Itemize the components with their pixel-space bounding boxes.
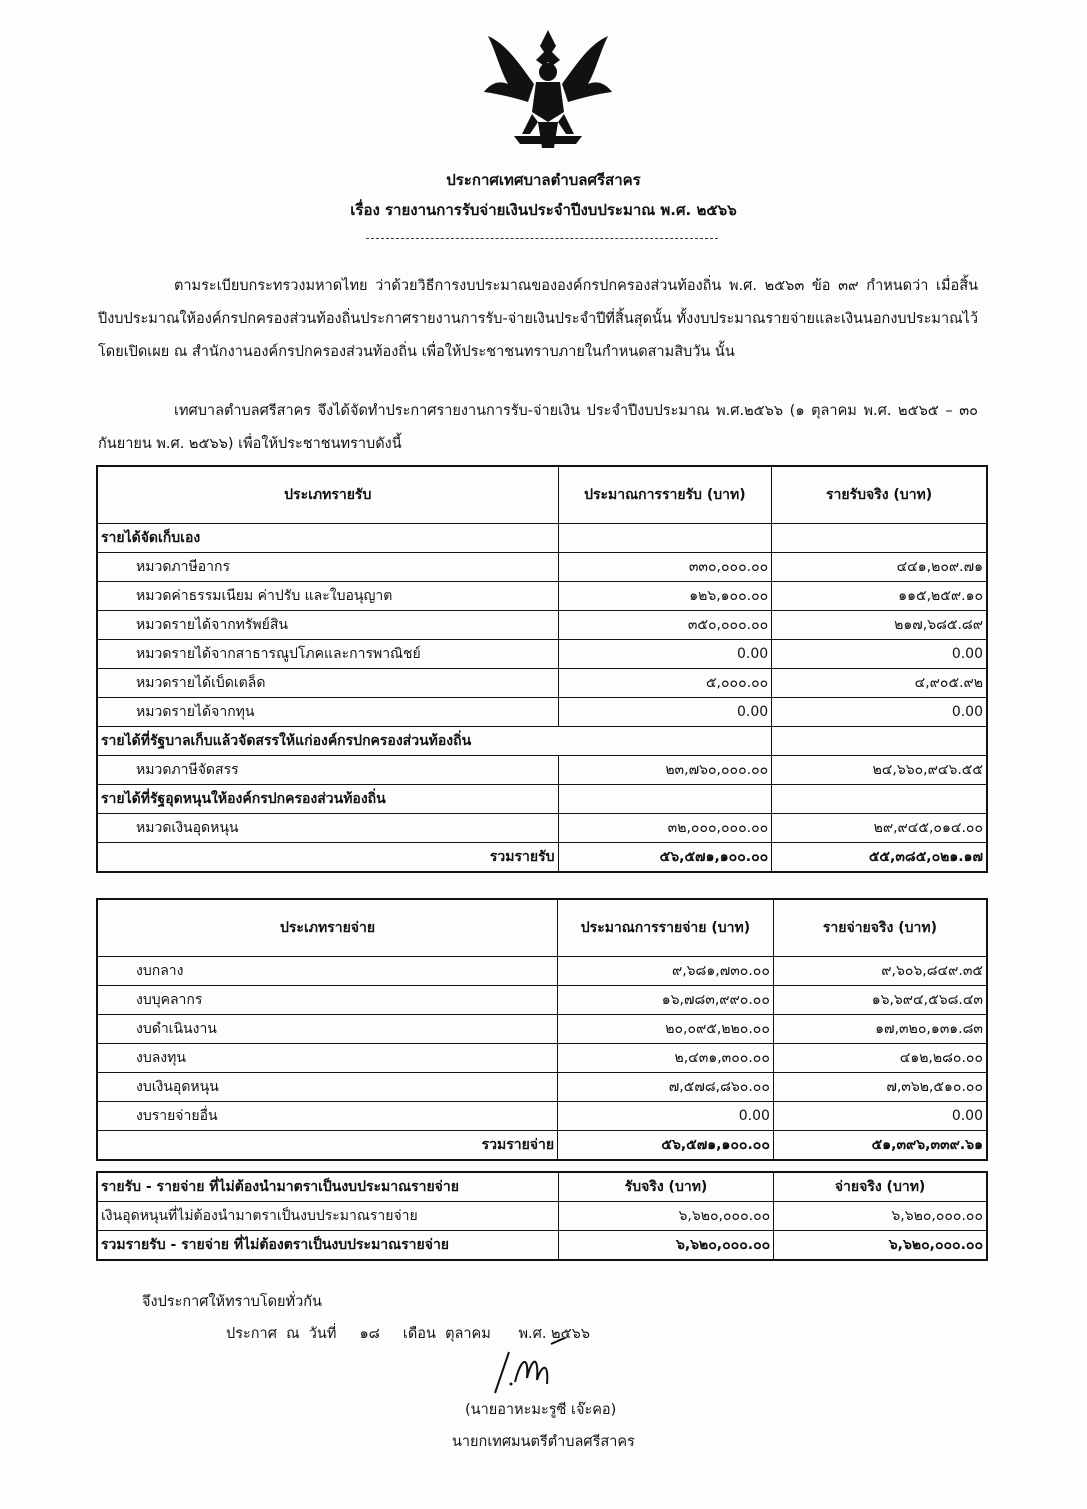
estimate-cell: ๑๒๖,๑๐๐.๐๐ xyxy=(558,582,772,611)
total-label: รวมรายจ่าย xyxy=(97,1131,558,1161)
announce-date: ประกาศ ณ วันที่ ๑๘ เดือน ตุลาคม พ.ศ. ๒๕๖๖ xyxy=(226,1326,590,1342)
received-cell: ๖,๖๒๐,๐๐๐.๐๐ xyxy=(558,1202,773,1231)
expense-table-header xyxy=(97,899,987,957)
actual-cell: 0.00 xyxy=(773,1102,987,1131)
table-row xyxy=(97,785,987,814)
announcement-subject: เรื่อง รายงานการรับจ่ายเงินประจำปีงบประมาณ พ.ศ. ๒๕๖๖ xyxy=(350,201,737,219)
estimate-cell: ๒,๔๓๑,๓๐๐.๐๐ xyxy=(558,1044,774,1073)
signature xyxy=(485,1338,575,1398)
row-label: งบลงทุน xyxy=(97,1044,558,1073)
income-table-header xyxy=(97,466,987,524)
table-row xyxy=(97,640,987,669)
row-label: หมวดเงินอุดหนุน xyxy=(97,814,558,843)
table-cell xyxy=(772,524,987,553)
row-label: หมวดภาษีอากร xyxy=(97,553,558,582)
table-row xyxy=(97,553,987,582)
signer-name: (นายอาหะมะรูซี เจ๊ะคอ) xyxy=(465,1402,617,1418)
total-row xyxy=(97,843,987,873)
announcement-title: ประกาศเทศบาลตำบลศรีสาคร xyxy=(446,171,641,189)
group-label: รายได้จัดเก็บเอง xyxy=(97,524,558,553)
actual-cell: ๒๔,๖๖๐,๙๔๖.๕๕ xyxy=(772,756,987,785)
actual-cell: ๙,๖๐๖,๘๔๙.๓๕ xyxy=(773,957,987,986)
row-label: เงินอุดหนุนที่ไม่ต้องนำมาตราเป็นงบประมาณรายจ่าย xyxy=(97,1202,558,1231)
row-label: งบบุคลากร xyxy=(97,986,558,1015)
actual-cell: ๑๗,๓๒๐,๑๓๑.๘๓ xyxy=(773,1015,987,1044)
row-label: หมวดรายได้จากทรัพย์สิน xyxy=(97,611,558,640)
table-row xyxy=(97,957,987,986)
table-cell xyxy=(558,785,772,814)
signer-title: นายกเทศมนตรีตำบลศรีสาคร xyxy=(452,1434,635,1450)
divider-line xyxy=(366,238,718,239)
table-row xyxy=(97,669,987,698)
column-header: รายรับจริง (บาท) xyxy=(772,466,987,524)
estimate-cell: ๒๓,๗๖๐,๐๐๐.๐๐ xyxy=(558,756,772,785)
table-row xyxy=(97,1202,987,1231)
total-label: รวมรายรับ xyxy=(97,843,558,873)
total-label: รวมรายรับ - รายจ่าย ที่ไม่ต้องตราเป็นงบประมาณรายจ่าย xyxy=(97,1231,558,1261)
estimate-cell: 0.00 xyxy=(558,640,772,669)
garuda-emblem-icon xyxy=(478,22,618,162)
actual-cell: 0.00 xyxy=(772,640,987,669)
estimate-cell: 0.00 xyxy=(558,1102,774,1131)
row-label: งบดำเนินงาน xyxy=(97,1015,558,1044)
column-header: รายจ่ายจริง (บาท) xyxy=(773,899,987,957)
column-header: จ่ายจริง (บาท) xyxy=(774,1172,987,1202)
table-row xyxy=(97,1015,987,1044)
total-actual: ๕๑,๓๙๖,๓๓๙.๖๑ xyxy=(773,1131,987,1161)
intro-paragraph-text: ตามระเบียบกระทรวงมหาดไทย ว่าด้วยวิธีการงบประมาณขององค์กรปกครองส่วนท้องถิ่น พ.ศ. ๒๕๖๓ ข้อ ๓๙ กำหนดว่า เมื่อสิ้นปีงบประมาณให้องค์กรปกครองส่วนท้องถิ่นประกาศรายงานการรับ-จ่ายเงินประจำปีที่สิ้นสุดนั้น ทั้งงบประมาณรายจ่ายและเงินนอกงบประมาณไว้โดยเปิดเผย ณ สำนักงานองค์กรปกครองส่วนท้องถิ่น เพื่อให้ประชาชนทราบภายในกำหนดสามสิบวัน นั้น xyxy=(98,278,978,360)
table-row xyxy=(97,611,987,640)
table-row xyxy=(97,986,987,1015)
row-label: หมวดรายได้เบ็ดเตล็ด xyxy=(97,669,558,698)
row-label: หมวดรายได้จากทุน xyxy=(97,698,558,727)
expense-table xyxy=(96,898,988,1161)
column-header: ประมาณการรายจ่าย (บาท) xyxy=(558,899,774,957)
row-label: งบเงินอุดหนุน xyxy=(97,1073,558,1102)
total-row xyxy=(97,1231,987,1261)
estimate-cell: ๑๖,๗๘๓,๙๙๐.๐๐ xyxy=(558,986,774,1015)
actual-cell: ๔๑๒,๒๘๐.๐๐ xyxy=(773,1044,987,1073)
actual-cell: ๑๖,๖๙๔,๕๖๘.๔๓ xyxy=(773,986,987,1015)
estimate-cell: ๒๐,๐๙๕,๒๒๐.๐๐ xyxy=(558,1015,774,1044)
actual-cell: ๒๙,๙๔๕,๐๑๔.๐๐ xyxy=(772,814,987,843)
summary-paragraph xyxy=(98,395,978,461)
row-label: งบกลาง xyxy=(97,957,558,986)
total-received: ๖,๖๒๐,๐๐๐.๐๐ xyxy=(558,1231,773,1261)
actual-cell: ๑๑๕,๒๕๙.๑๐ xyxy=(772,582,987,611)
column-header: ประเภทรายจ่าย xyxy=(97,899,558,957)
estimate-cell: ๓๕๐,๐๐๐.๐๐ xyxy=(558,611,772,640)
table-cell xyxy=(772,785,987,814)
row-label: หมวดภาษีจัดสรร xyxy=(97,756,558,785)
non-budget-header xyxy=(97,1172,987,1202)
total-paid: ๖,๖๒๐,๐๐๐.๐๐ xyxy=(774,1231,987,1261)
table-row xyxy=(97,727,987,756)
table-row xyxy=(97,1073,987,1102)
actual-cell: ๔๔๑,๒๐๙.๗๑ xyxy=(772,553,987,582)
table-row xyxy=(97,756,987,785)
total-row xyxy=(97,1131,987,1161)
income-table xyxy=(96,465,988,873)
estimate-cell: ๙,๖๘๑,๗๓๐.๐๐ xyxy=(558,957,774,986)
table-row xyxy=(97,524,987,553)
estimate-cell: ๓๒,๐๐๐,๐๐๐.๐๐ xyxy=(558,814,772,843)
estimate-cell: ๕,๐๐๐.๐๐ xyxy=(558,669,772,698)
row-label: หมวดรายได้จากสาธารณูปโภคและการพาณิชย์ xyxy=(97,640,558,669)
paid-cell: ๖,๖๒๐,๐๐๐.๐๐ xyxy=(774,1202,987,1231)
table-row xyxy=(97,814,987,843)
actual-cell: 0.00 xyxy=(772,698,987,727)
total-estimate: ๕๖,๕๗๑,๑๐๐.๐๐ xyxy=(558,843,772,873)
intro-paragraph xyxy=(98,270,978,369)
column-header: ประเภทรายรับ xyxy=(97,466,558,524)
summary-paragraph-text: เทศบาลตำบลศรีสาคร จึงได้จัดทำประกาศรายงานการรับ-จ่ายเงิน ประจำปีงบประมาณ พ.ศ.๒๕๖๖ (๑ ตุลาคม พ.ศ. ๒๕๖๕ – ๓๐ กันยายน พ.ศ. ๒๕๖๖) เพื่อให้ประชาชนทราบดังนี้ xyxy=(98,403,978,452)
group-label: รายได้ที่รัฐอุดหนุนให้องค์กรปกครองส่วนท้องถิ่น xyxy=(97,785,558,814)
table-row xyxy=(97,1102,987,1131)
column-header: ประมาณการรายรับ (บาท) xyxy=(558,466,772,524)
estimate-cell: ๓๓๐,๐๐๐.๐๐ xyxy=(558,553,772,582)
announce-text: จึงประกาศให้ทราบโดยทั่วกัน xyxy=(142,1294,322,1310)
table-cell xyxy=(558,524,772,553)
estimate-cell: 0.00 xyxy=(558,698,772,727)
table-row xyxy=(97,582,987,611)
row-label: งบรายจ่ายอื่น xyxy=(97,1102,558,1131)
group-label: รายได้ที่รัฐบาลเก็บแล้วจัดสรรให้แก่องค์กรปกครองส่วนท้องถิ่น xyxy=(97,727,772,756)
actual-cell: ๒๑๗,๖๘๕.๘๙ xyxy=(772,611,987,640)
total-actual: ๕๕,๓๘๕,๐๒๑.๑๗ xyxy=(772,843,987,873)
table-cell xyxy=(772,727,987,756)
row-label: หมวดค่าธรรมเนียม ค่าปรับ และใบอนุญาต xyxy=(97,582,558,611)
total-estimate: ๕๖,๕๗๑,๑๐๐.๐๐ xyxy=(558,1131,774,1161)
column-header: รายรับ - รายจ่าย ที่ไม่ต้องนำมาตราเป็นงบประมาณรายจ่าย xyxy=(97,1172,558,1202)
estimate-cell: ๗,๕๗๘,๘๖๐.๐๐ xyxy=(558,1073,774,1102)
actual-cell: ๔,๙๐๕.๙๒ xyxy=(772,669,987,698)
column-header: รับจริง (บาท) xyxy=(558,1172,773,1202)
table-row xyxy=(97,1044,987,1073)
table-row xyxy=(97,698,987,727)
non-budget-table xyxy=(96,1171,988,1261)
actual-cell: ๗,๓๖๒,๕๑๐.๐๐ xyxy=(773,1073,987,1102)
